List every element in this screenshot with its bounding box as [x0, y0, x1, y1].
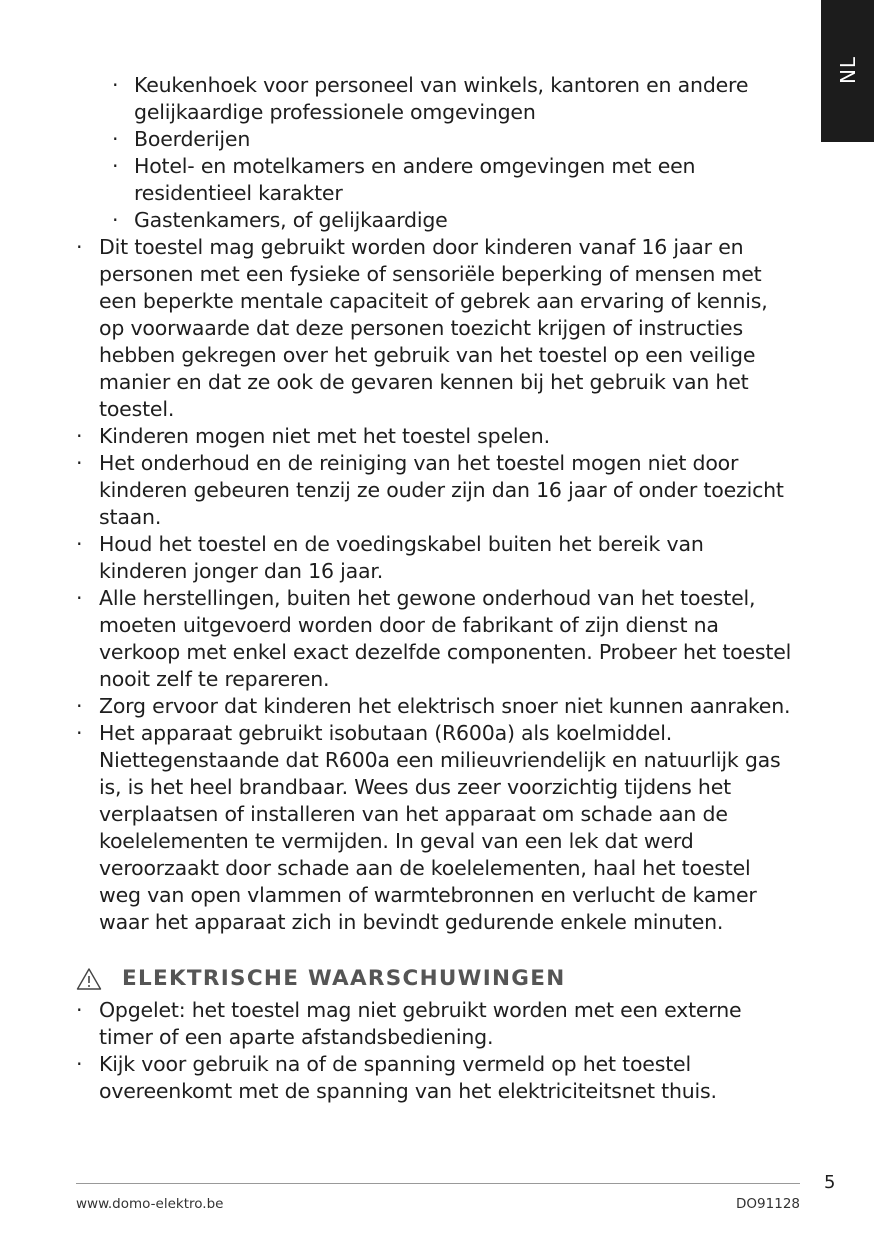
bullet: ·: [76, 1052, 83, 1076]
section-heading: [76, 966, 796, 991]
footer-url: www.domo-elektro.be: [76, 1196, 224, 1212]
list-item: [76, 234, 796, 423]
footer-divider: [76, 1183, 800, 1184]
section-heading-text: ELEKTRISCHE WAARSCHUWINGEN: [122, 966, 566, 991]
sub-list: [76, 72, 796, 234]
electrical-list: [76, 997, 796, 1105]
bullet: ·: [112, 154, 119, 178]
list-item: [76, 693, 796, 720]
bullet: ·: [76, 721, 83, 745]
list-item-text: Opgelet: het toestel mag niet gebruikt worden met een externe timer of een aparte afstandsbediening.: [99, 998, 742, 1049]
bullet: ·: [76, 424, 83, 448]
list-item: [76, 585, 796, 693]
list-item-text: Het onderhoud en de reiniging van het toestel mogen niet door kinderen gebeuren tenzij ze ouder zijn dan 16 jaar of onder toezicht staan.: [99, 451, 784, 529]
page-number: 5: [824, 1172, 836, 1193]
language-tab: [821, 0, 874, 142]
list-item-text: Hotel- en motelkamers en andere omgevingen met een residentieel karakter: [134, 154, 696, 205]
page-content: [76, 72, 796, 1105]
list-item: [76, 423, 796, 450]
list-item: [76, 1051, 796, 1105]
bullet: ·: [112, 127, 119, 151]
bullet: ·: [76, 586, 83, 610]
list-item: [76, 450, 796, 531]
safety-list: [76, 234, 796, 936]
list-item-text: Dit toestel mag gebruikt worden door kinderen vanaf 16 jaar en personen met een fysieke of sensoriële beperking of mensen met een beperkte mentale capaciteit of gebrek aan ervaring of kennis, op voorwaarde dat deze personen toezicht krijgen of instructies hebben gekregen over het gebruik van het toestel op een veilige manier en dat ze ook de gevaren kennen bij het gebruik van het toestel.: [99, 235, 768, 421]
list-item: [76, 720, 796, 936]
list-item-text: Houd het toestel en de voedingskabel buiten het bereik van kinderen jonger dan 16 jaar.: [99, 532, 704, 583]
list-item: [76, 126, 796, 153]
list-item-text: Alle herstellingen, buiten het gewone onderhoud van het toestel, moeten uitgevoerd worden door de fabrikant of zijn dienst na verkoop met enkel exact dezelfde componenten. Probeer het toestel nooit zelf te repareren.: [99, 586, 792, 691]
warning-triangle-icon: [76, 967, 102, 991]
list-item: [76, 72, 796, 126]
bullet: ·: [112, 73, 119, 97]
bullet: ·: [76, 532, 83, 556]
list-item-text: Kinderen mogen niet met het toestel spelen.: [99, 424, 550, 448]
bullet: ·: [76, 998, 83, 1022]
bullet: ·: [76, 451, 83, 475]
list-item-text: Zorg ervoor dat kinderen het elektrisch snoer niet kunnen aanraken.: [99, 694, 791, 718]
bullet: ·: [76, 694, 83, 718]
bullet: ·: [76, 235, 83, 259]
list-item-text: Gastenkamers, of gelijkaardige: [134, 208, 448, 232]
list-item: [76, 531, 796, 585]
list-item: [76, 153, 796, 207]
list-item: [76, 997, 796, 1051]
list-item-text: Kijk voor gebruik na of de spanning vermeld op het toestel overeenkomt met de spanning van het elektriciteitsnet thuis.: [99, 1052, 717, 1103]
language-tab-label: NL: [835, 55, 860, 85]
list-item-text: Keukenhoek voor personeel van winkels, kantoren en andere gelijkaardige professionele omgevingen: [134, 73, 749, 124]
footer-model-number: DO91128: [736, 1196, 800, 1212]
bullet: ·: [112, 208, 119, 232]
list-item-text: Boerderijen: [134, 127, 251, 151]
list-item-text: Het apparaat gebruikt isobutaan (R600a) als koelmiddel. Niettegenstaande dat R600a een milieuvriendelijk en natuurlijk gas is, is het heel brandbaar. Wees dus zeer voorzichtig tijdens het verplaatsen of installeren van het apparaat om schade aan de koelelementen te vermijden. In geval van een lek dat werd veroorzaakt door schade aan de koelelementen, haal het toestel weg van open vlammen of warmtebronnen en verlucht de kamer waar het apparaat zich in bevindt gedurende enkele minuten.: [99, 721, 781, 934]
list-item: [76, 207, 796, 234]
